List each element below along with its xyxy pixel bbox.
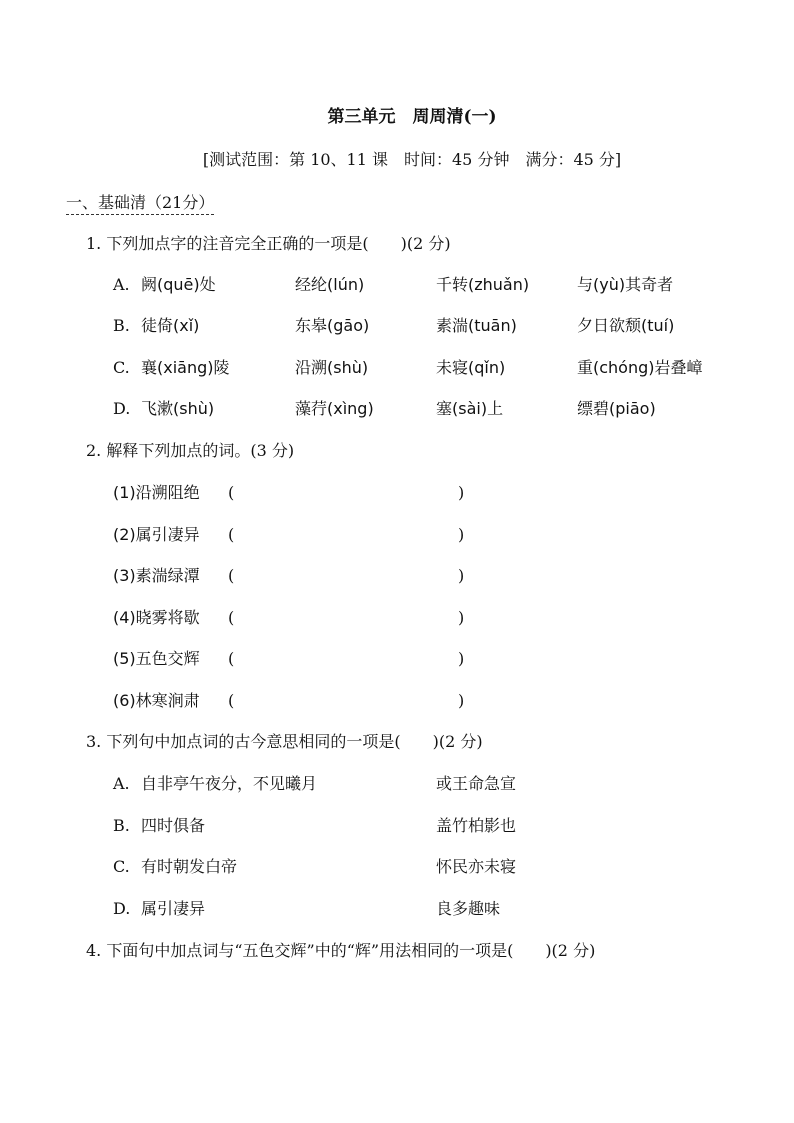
question-3-stem: 3. 下列句中加点词的古今意思相同的一项是( )(2 分) xyxy=(86,732,483,751)
answer-open-paren: ( xyxy=(228,483,235,502)
option-item: 与(yù)其奇者 xyxy=(577,275,674,294)
option-item: 飞漱(shù) xyxy=(141,399,215,418)
option-letter: B. xyxy=(113,316,130,335)
question-1-stem: 1. 下列加点字的注音完全正确的一项是( )(2 分) xyxy=(86,234,451,253)
option-item: 藻荇(xìng) xyxy=(295,399,374,418)
option-item: 未寝(qǐn) xyxy=(436,358,506,377)
answer-close-paren: ) xyxy=(458,483,465,502)
term-label: (5)五色交辉 xyxy=(113,649,200,668)
option-letter: A. xyxy=(113,275,130,294)
option-item: 徒倚(xǐ) xyxy=(141,316,200,335)
term-label: (2)属引凄异 xyxy=(113,525,200,544)
answer-open-paren: ( xyxy=(228,566,235,585)
option-item: 塞(sài)上 xyxy=(436,399,504,418)
page-title: 第三单元 周周清(一) xyxy=(327,107,497,127)
question-2-stem: 2. 解释下列加点的词。(3 分) xyxy=(86,441,295,460)
section-heading: 一、基础清（21分） xyxy=(66,193,214,215)
answer-close-paren: ) xyxy=(458,525,465,544)
option-letter: A. xyxy=(113,774,130,793)
answer-open-paren: ( xyxy=(228,525,235,544)
option-right-phrase: 或王命急宣 xyxy=(436,774,517,793)
option-item: 襄(xiāng)陵 xyxy=(141,358,230,377)
answer-close-paren: ) xyxy=(458,608,465,627)
term-label: (4)晓雾将歇 xyxy=(113,608,200,627)
option-letter: C. xyxy=(113,857,130,876)
answer-close-paren: ) xyxy=(458,566,465,585)
option-letter: B. xyxy=(113,816,130,835)
option-right-phrase: 怀民亦未寝 xyxy=(436,857,517,876)
answer-close-paren: ) xyxy=(458,649,465,668)
option-left-phrase: 自非亭午夜分，不见曦月 xyxy=(141,774,318,793)
option-item: 东皋(gāo) xyxy=(295,316,370,335)
answer-open-paren: ( xyxy=(228,608,235,627)
option-item: 缥碧(piāo) xyxy=(577,399,656,418)
term-label: (6)林寒涧肃 xyxy=(113,691,200,710)
answer-open-paren: ( xyxy=(228,691,235,710)
answer-close-paren: ) xyxy=(458,691,465,710)
option-item: 沿溯(shù) xyxy=(295,358,369,377)
option-item: 夕日欲颓(tuí) xyxy=(577,316,675,335)
option-letter: D. xyxy=(113,899,131,918)
option-item: 素湍(tuān) xyxy=(436,316,517,335)
option-left-phrase: 有时朝发白帝 xyxy=(141,857,238,876)
option-item: 千转(zhuǎn) xyxy=(436,275,530,294)
option-item: 重(chóng)岩叠嶂 xyxy=(577,358,703,377)
question-4-stem: 4. 下面句中加点词与“五色交辉”中的“辉”用法相同的一项是( )(2 分) xyxy=(86,941,596,960)
option-left-phrase: 四时俱备 xyxy=(141,816,206,835)
option-right-phrase: 良多趣味 xyxy=(436,899,501,918)
term-label: (1)沿溯阻绝 xyxy=(113,483,200,502)
option-right-phrase: 盖竹柏影也 xyxy=(436,816,517,835)
option-left-phrase: 属引凄异 xyxy=(141,899,206,918)
option-letter: C. xyxy=(113,358,130,377)
answer-open-paren: ( xyxy=(228,649,235,668)
option-letter: D. xyxy=(113,399,131,418)
option-item: 阙(quē)处 xyxy=(141,275,216,294)
term-label: (3)素湍绿潭 xyxy=(113,566,200,585)
option-item: 经纶(lún) xyxy=(295,275,365,294)
test-scope: [测试范围：第 10、11 课 时间：45 分钟 满分：45 分] xyxy=(202,150,622,169)
